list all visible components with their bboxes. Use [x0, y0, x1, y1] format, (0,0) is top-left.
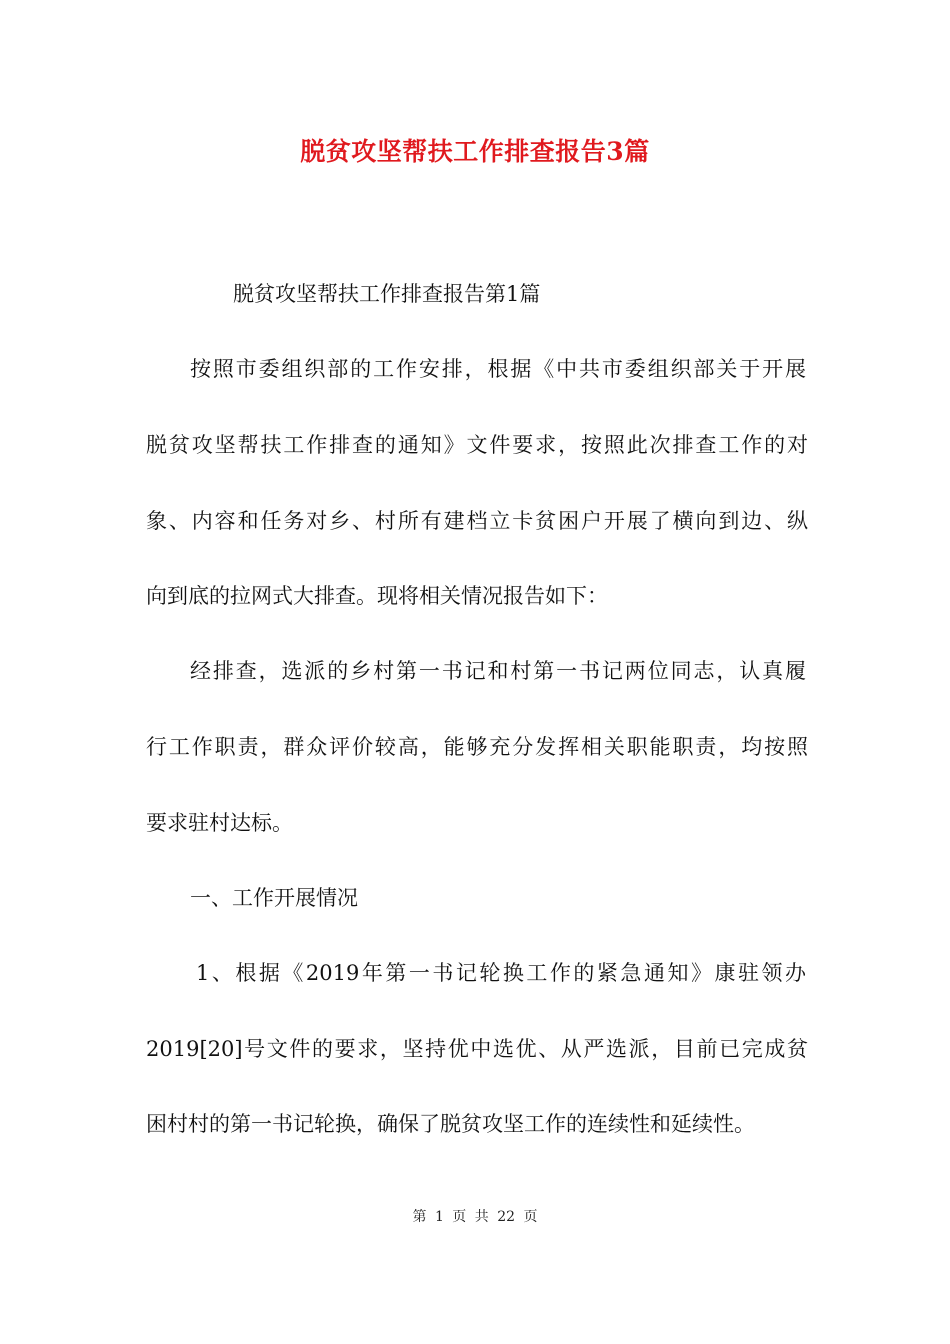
paragraph-2-line-2: 行工作职责，群众评价较高，能够充分发挥相关职能职责，均按照	[146, 735, 808, 759]
paragraph-1-line-4: 向到底的拉网式大排查。现将相关情况报告如下：	[146, 584, 608, 608]
paragraph-2-line-1: 经排查，选派的乡村第一书记和村第一书记两位同志，认真履	[190, 659, 806, 683]
document-title: 脱贫攻坚帮扶工作排查报告3篇	[300, 137, 650, 166]
paragraph-4-line-1: 1、根据《2019年第一书记轮换工作的紧急通知》康驻领办	[196, 961, 806, 985]
section-heading: 脱贫攻坚帮扶工作排查报告第1篇	[233, 282, 541, 306]
paragraph-1-line-3: 象、内容和任务对乡、村所有建档立卡贫困户开展了横向到边、纵	[146, 509, 808, 533]
page-number-footer: 第 1 页 共 22 页	[412, 1209, 538, 1225]
paragraph-4-line-2: 2019[20]号文件的要求，坚持优中选优、从严选派，目前已完成贫	[146, 1037, 808, 1061]
paragraph-1-line-1: 按照市委组织部的工作安排，根据《中共市委组织部关于开展	[190, 357, 806, 381]
paragraph-1-line-2: 脱贫攻坚帮扶工作排查的通知》文件要求，按照此次排查工作的对	[146, 433, 808, 457]
paragraph-2-line-3: 要求驻村达标。	[146, 811, 293, 835]
paragraph-4-line-3: 困村村的第一书记轮换，确保了脱贫攻坚工作的连续性和延续性。	[146, 1112, 755, 1136]
subheading-work-status: 一、工作开展情况	[190, 886, 358, 910]
